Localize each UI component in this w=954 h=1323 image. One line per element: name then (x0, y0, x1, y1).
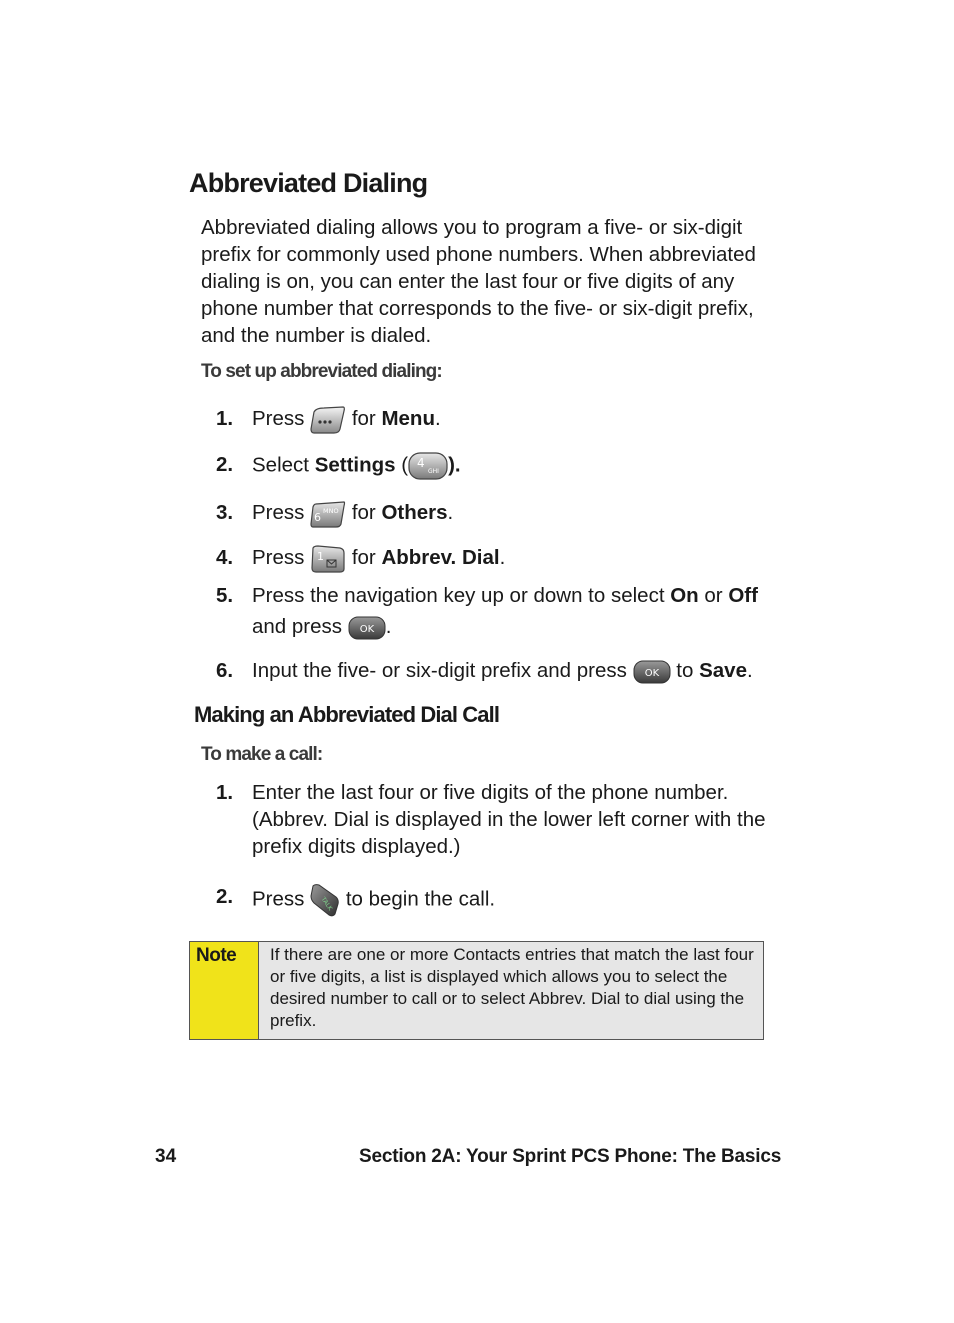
step-text: Press (252, 407, 305, 430)
svg-text:GHI: GHI (428, 468, 440, 475)
step-number: 5. (216, 584, 234, 607)
section-heading: Making an Abbreviated Dial Call (194, 702, 500, 727)
svg-text:6: 6 (314, 510, 322, 524)
call-subheading: To make a call: (201, 744, 323, 765)
svg-text:OK: OK (359, 623, 374, 635)
svg-text:4: 4 (417, 456, 425, 470)
setup-subheading: To set up abbreviated dialing: (201, 361, 442, 382)
section-footer: Section 2A: Your Sprint PCS Phone: The Basics (359, 1146, 782, 1167)
page-number: 34 (155, 1146, 177, 1167)
step-text: Enter the last four or five digits of the phone number. (Abbrev. Dial is displayed in the lower left corner with the prefix digits displayed.) (252, 781, 766, 858)
menu-key-icon (310, 406, 346, 434)
ok-key-icon (633, 660, 671, 684)
svg-text:OK: OK (644, 667, 659, 679)
note-box (189, 941, 764, 1040)
svg-text:TALK: TALK (319, 896, 334, 913)
step-number: 1. (216, 407, 234, 430)
note-text: If there are one or more Contacts entries that match the last four or five digits, a list is displayed which allows you to select the desired number to call or to select Abbrev. Dial to dial using the prefix. (270, 945, 754, 1030)
svg-text:MNO: MNO (323, 506, 339, 515)
step-number: 1. (216, 781, 234, 804)
svg-text:1: 1 (317, 549, 325, 563)
step-number: 2. (216, 453, 234, 476)
ok-key-icon (348, 616, 386, 640)
one-voicemail-key-icon (310, 545, 346, 573)
four-key-icon (408, 451, 448, 481)
page-title: Abbreviated Dialing (189, 168, 428, 198)
step-number: 4. (216, 546, 234, 569)
step-number: 6. (216, 659, 234, 682)
step-number: 3. (216, 501, 234, 524)
step-number: 2. (216, 885, 234, 908)
note-label-cell (190, 942, 259, 1039)
talk-key-icon (310, 883, 340, 917)
note-label: Note (196, 945, 237, 966)
six-key-icon (310, 500, 346, 528)
intro-paragraph: Abbreviated dialing allows you to program a five- or six-digit prefix for commonly used phone numbers. When abbreviated dialing is on, you can enter the last four or five digits of any phone number that corresponds to the five- or six-digit prefix, and the number is dialed. (201, 216, 756, 347)
